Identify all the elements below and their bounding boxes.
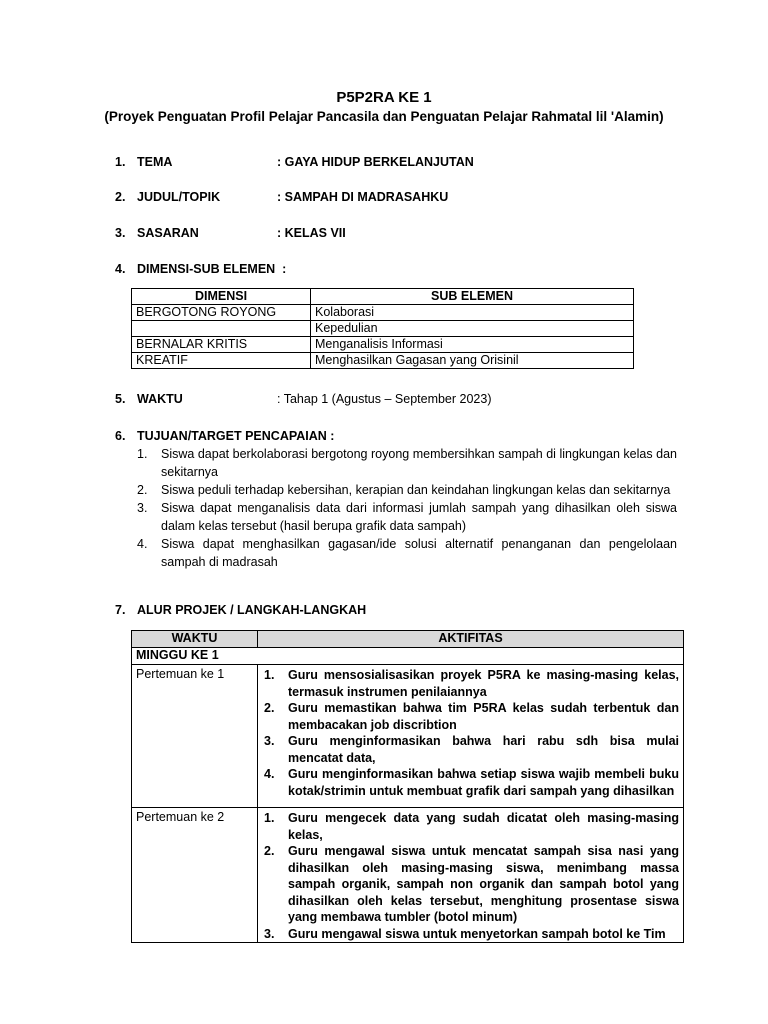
- field-label: WAKTU: [137, 392, 183, 406]
- field-number: 1.: [115, 155, 126, 169]
- section-number: 7.: [115, 603, 126, 617]
- list-item: [262, 843, 679, 926]
- field-number: 2.: [115, 190, 126, 204]
- activity-list: [262, 667, 679, 799]
- section-heading: DIMENSI-SUB ELEMEN :: [137, 262, 287, 276]
- list-item-text: Siswa dapat berkolaborasi bergotong royong membersihkan sampah di lingkungan kelas dan sekitarnya: [161, 447, 677, 479]
- goal-list: [137, 445, 677, 571]
- cell-sub-elemen: Menghasilkan Gagasan yang Orisinil: [311, 353, 634, 369]
- column-header-aktifitas: AKTIFITAS: [258, 631, 684, 648]
- field-value: : GAYA HIDUP BERKELANJUTAN: [277, 155, 474, 169]
- field-number: 3.: [115, 226, 126, 240]
- cell-dimensi: BERGOTONG ROYONG: [132, 305, 311, 321]
- list-item: [262, 810, 679, 843]
- table-row: [132, 648, 684, 665]
- meeting-label: Pertemuan ke 1: [132, 665, 258, 808]
- list-item-text: Siswa peduli terhadap kebersihan, kerapian dan keindahan lingkungan kelas dan sekitarnya: [161, 483, 671, 497]
- meeting-label: Pertemuan ke 2: [132, 808, 258, 943]
- field-number: 5.: [115, 392, 126, 406]
- table-row: [132, 321, 634, 337]
- cell-dimensi: BERNALAR KRITIS: [132, 337, 311, 353]
- section-heading: ALUR PROJEK / LANGKAH-LANGKAH: [137, 603, 367, 617]
- list-item: [262, 700, 679, 733]
- table-row: [132, 337, 634, 353]
- activity-list: [262, 810, 679, 942]
- list-item-number: 3.: [264, 734, 275, 748]
- list-item-number: 2.: [264, 701, 275, 715]
- list-item-number: 1.: [137, 447, 148, 461]
- list-item-number: 1.: [264, 811, 275, 825]
- field-label: SASARAN: [137, 226, 199, 240]
- list-item-text: Guru mengecek data yang sudah dicatat oleh masing-masing kelas,: [288, 811, 679, 842]
- table-row: [132, 353, 634, 369]
- column-header-sub-elemen: SUB ELEMEN: [311, 289, 634, 305]
- list-item-number: 3.: [137, 501, 148, 515]
- cell-dimensi: KREATIF: [132, 353, 311, 369]
- list-item-number: 3.: [264, 926, 275, 941]
- cell-sub-elemen: Menganalisis Informasi: [311, 337, 634, 353]
- list-item-number: 4.: [137, 537, 148, 551]
- alur-table: [131, 630, 684, 943]
- list-item-text: Guru memastikan bahwa tim P5RA kelas sudah terbentuk dan membacakan job discribtion: [288, 701, 679, 732]
- list-item: [262, 766, 679, 799]
- cell-dimensi: [132, 321, 311, 337]
- meeting-activities: [258, 665, 684, 808]
- list-item-number: 1.: [264, 668, 275, 682]
- section-number: 4.: [115, 262, 126, 276]
- field-value: : KELAS VII: [277, 226, 346, 240]
- field-value: : Tahap 1 (Agustus – September 2023): [277, 392, 492, 406]
- field-label: TEMA: [137, 155, 173, 169]
- field-value: : SAMPAH DI MADRASAHKU: [277, 190, 449, 204]
- field-label: JUDUL/TOPIK: [137, 190, 221, 204]
- document-title: P5P2RA KE 1: [336, 89, 432, 106]
- section-number: 6.: [115, 429, 126, 443]
- list-item-number: 2.: [137, 483, 148, 497]
- list-item: [262, 667, 679, 700]
- list-item-number: 4.: [264, 767, 275, 781]
- dimensi-table: [131, 288, 634, 369]
- list-item-number: 2.: [264, 844, 275, 858]
- list-item-text: Siswa dapat menghasilkan gagasan/ide solusi alternatif penanganan dan pengelolaan sampah di madrasah: [161, 537, 677, 569]
- document-subtitle: (Proyek Penguatan Profil Pelajar Pancasila dan Penguatan Pelajar Rahmatal lil 'Alamin): [104, 109, 664, 124]
- list-item-text: Guru mengawal siswa untuk menyetorkan sampah botol ke Tim: [288, 926, 666, 941]
- list-item-text: Guru mensosialisasikan proyek P5RA ke masing-masing kelas, termasuk instrumen penilaiannya: [288, 668, 679, 699]
- cell-sub-elemen: Kepedulian: [311, 321, 634, 337]
- cell-sub-elemen: Kolaborasi: [311, 305, 634, 321]
- list-item: [137, 535, 677, 571]
- list-item-text: Guru mengawal siswa untuk mencatat sampah sisa nasi yang dihasilkan oleh masing-masing siswa, menimbang massa sampah organik, sampah non organik dan sampah botol yang dihasilkan oleh kelas tersebut, menghitung prosentase siswa yang membawa tumbler (botol minum): [288, 844, 679, 924]
- list-item-text: Guru menginformasikan bahwa setiap siswa wajib membeli buku kotak/strimin untuk membuat grafik dari sampah yang dihasilkan: [288, 767, 679, 798]
- table-header-row: [132, 631, 684, 648]
- list-item: [137, 481, 677, 499]
- table-row: [132, 665, 684, 808]
- list-item: [262, 926, 679, 943]
- column-header-dimensi: DIMENSI: [132, 289, 311, 305]
- table-header-row: [132, 289, 634, 305]
- week-label: MINGGU KE 1: [132, 648, 684, 665]
- table-row: [132, 305, 634, 321]
- list-item: [137, 445, 677, 481]
- section-heading: TUJUAN/TARGET PENCAPAIAN :: [137, 429, 335, 443]
- table-row: [132, 808, 684, 943]
- meeting-activities: [258, 808, 684, 943]
- column-header-waktu: WAKTU: [132, 631, 258, 648]
- list-item-text: Guru menginformasikan bahwa hari rabu sdh bisa mulai mencatat data,: [288, 734, 679, 765]
- list-item: [262, 733, 679, 766]
- list-item-text: Siswa dapat menganalisis data dari informasi jumlah sampah yang dihasilkan oleh siswa dalam kelas tersebut (hasil berupa grafik data sampah): [161, 501, 677, 533]
- list-item: [137, 499, 677, 535]
